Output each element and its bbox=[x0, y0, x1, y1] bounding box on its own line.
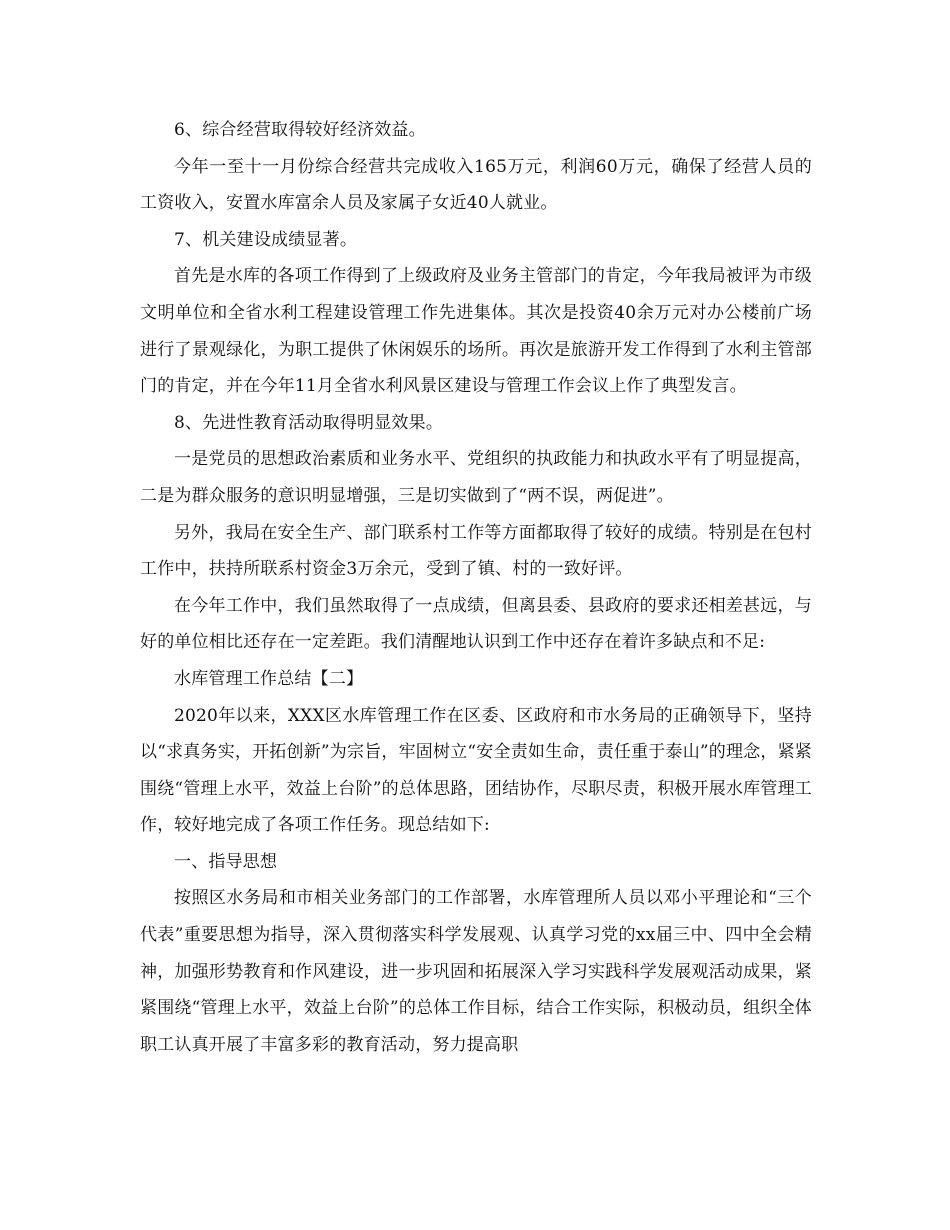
paragraph-operation-revenue: 今年一至十一月份综合经营共完成收入165万元，利润60万元，确保了经营人员的工资收入，安置水库富余人员及家属子女近40人就业。 bbox=[140, 156, 812, 214]
paragraph-summary-intro: 2020年以来，XXX区水库管理工作在区委、区政府和市水务局的正确领导下，坚持以“求真务实，开拓创新”为宗旨，牢固树立“安全责如生命，责任重于泰山”的理念，紧紧围绕“管理上水平，效益上台阶”的总体思路，团结协作，尽职尽责，积极开展水库管理工作，较好地完成了各项工作任务。现总结如下: bbox=[140, 705, 812, 836]
paragraph-safety-production: 另外，我局在安全生产、部门联系村工作等方面都取得了较好的成绩。特别是在包村工作中，扶持所联系村资金3万余元，受到了镇、村的一致好评。 bbox=[140, 522, 812, 580]
heading-guiding-ideology: 一、指导思想 bbox=[174, 851, 278, 872]
heading-advanced-education: 8、先进性教育活动取得明显效果。 bbox=[174, 412, 444, 433]
paragraph-advanced-education: 一是党员的思想政治素质和业务水平、党组织的执政能力和执政水平有了明显提高，二是为群众服务的意识明显增强，三是切实做到了“两不误，两促进”。 bbox=[140, 449, 812, 506]
heading-comprehensive-operation: 6、综合经营取得较好经济效益。 bbox=[174, 120, 426, 140]
paragraph-organ-construction: 首先是水库的各项工作得到了上级政府及业务主管部门的肯定，今年我局被评为市级文明单位和全省水利工程建设管理工作先进集体。其次是投资40余万元对办公楼前广场进行了景观绿化，为职工提供了休闲娱乐的场所。再次是旅游开发工作得到了水利主管部门的肯定，并在今年11月全省水利风景区建设与管理工作会议上作了典型发言。 bbox=[140, 266, 812, 397]
paragraph-guiding-ideology: 按照区水务局和市相关业务部门的工作部署，水库管理所人员以邓小平理论和“三个代表”重要思想为指导，深入贯彻落实科学发展观、认真学习党的xx届三中、四中全会精神，加强形势教育和作风建设，进一步巩固和拓展深入学习实践科学发展观活动成果，紧紧围绕“管理上水平，效益上台阶”的总体工作目标，结合工作实际，积极动员，组织全体职工认真开展了丰富多彩的教育活动，努力提高职 bbox=[140, 888, 812, 1055]
paragraph-shortcomings: 在今年工作中，我们虽然取得了一点成绩，但离县委、县政府的要求还相差甚远，与好的单位相比还存在一定差距。我们清醒地认识到工作中还存在着许多缺点和不足: bbox=[140, 595, 812, 653]
section-title-summary-two: 水库管理工作总结【二】 bbox=[174, 668, 364, 689]
heading-organ-construction: 7、机关建设成绩显著。 bbox=[174, 229, 358, 250]
document-body bbox=[140, 112, 812, 1063]
